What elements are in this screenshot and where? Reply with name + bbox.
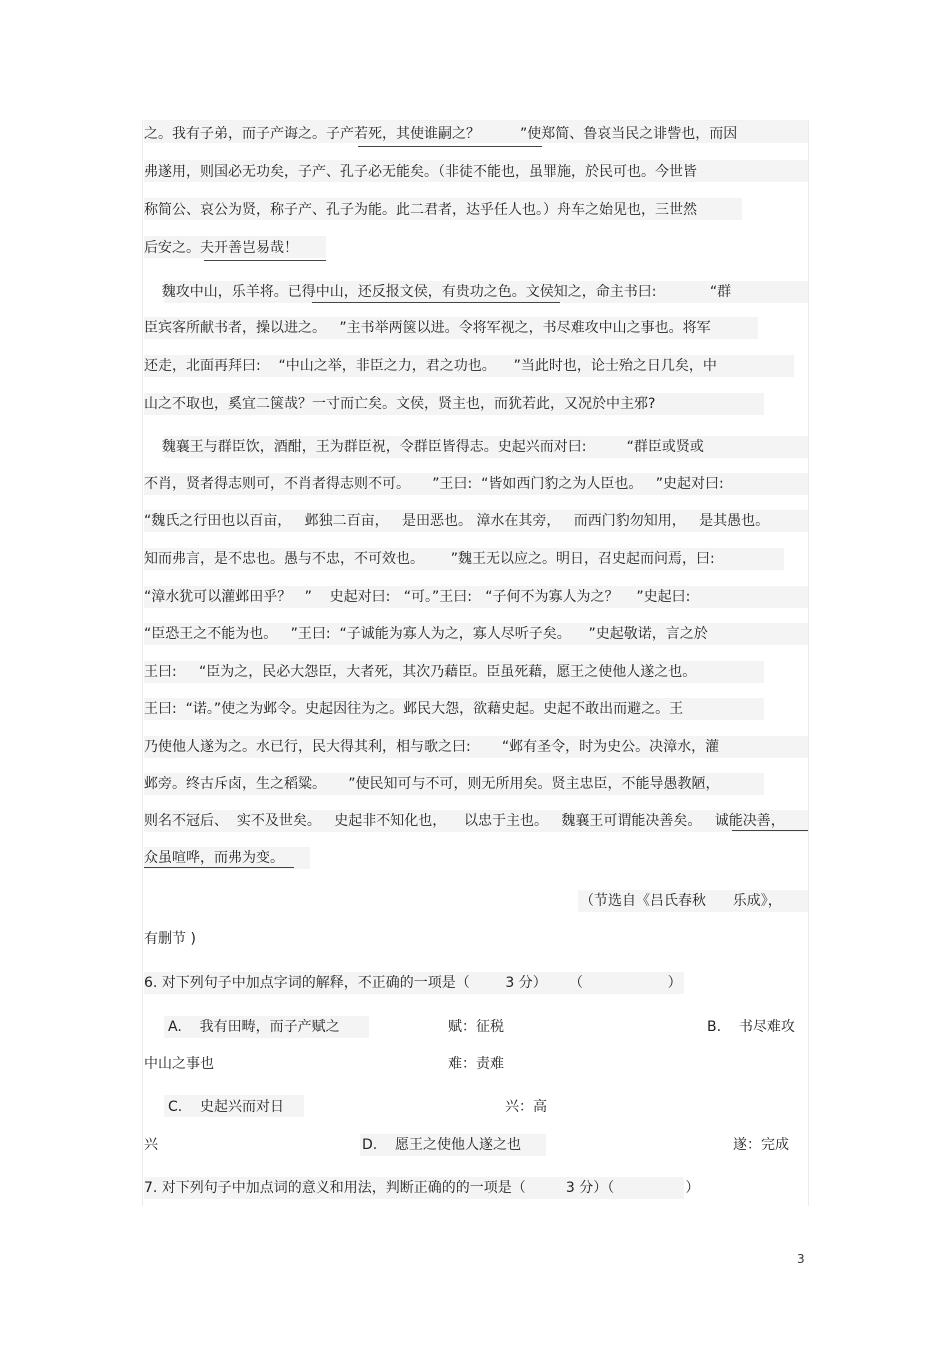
passage-line: “漳水犹可以灌邺田乎？ ” 史起对曰: “可。”王曰: “子何不为寡人为之？ ”史起曰:: [144, 589, 691, 605]
passage-line: 魏攻中山，乐羊将。已得中山，还反报文侯，有贵功之色。文侯知之，命主书曰: “群: [144, 284, 732, 300]
passage-line: 王曰: “臣为之，民必大怨臣，大者死，其次乃藉臣。臣虽死藉，愿王之使他人遂之也。: [144, 664, 697, 680]
option-b-cont: 中山之事也: [144, 1056, 214, 1072]
option-c: C. 史起兴而对日: [168, 1099, 285, 1115]
question-6-stem: 6. 对下列句子中加点字词的解释，不正确的一项是（ 3 分） （ ）: [144, 975, 682, 991]
page-number: 3: [797, 1252, 805, 1266]
option-d: D. 愿王之使他人遂之也: [362, 1137, 522, 1153]
passage-line: 王曰: “诺。”使之为邺令。史起因往为之。邺民大怨，欲藉史起。史起不敢出而避之。王: [144, 701, 684, 717]
passage-line: 魏襄王与群臣饮，酒酣，王为群臣祝，令群臣皆得志。史起兴而对曰: “群臣或贤或: [144, 439, 704, 455]
option-b: B. 书尽难攻: [707, 1019, 795, 1035]
sentence-underline: [358, 146, 542, 147]
passage-line: 山之不取也，奚宜二箧哉？一寸而亡矣。文侯，贤主也，而犹若此，又况於中主邪?: [144, 396, 656, 412]
sentence-underline: [204, 260, 326, 261]
passage-line: “臣恐王之不能为也。 ”王曰: “子诚能为寡人为之，寡人尽听子矣。 ”史起敬诺，言之於: [144, 626, 708, 642]
passage-line: 后安之。夫开善岂易哉！: [144, 240, 298, 256]
option-a: A. 我有田畴，而子产赋之: [168, 1019, 340, 1035]
passage-line: 众虽喧哗，而弗为变。: [144, 850, 284, 866]
sentence-underline: [732, 830, 808, 831]
passage-line: 之。我有子弟，而子产诲之。子产若死，其使谁嗣之？ ”使郑简、鲁哀当民之诽訾也，而因: [144, 126, 738, 142]
option-c-gloss: 兴：高: [505, 1099, 547, 1115]
sentence-underline: [144, 867, 294, 868]
passage-line: 知而弗言，是不忠也。愚与不忠，不可效也。 ”魏王无以应之。明日，召史起而问焉，曰:: [144, 551, 715, 567]
passage-line: 臣宾客所献书者，操以进之。 ”主书举两箧以进。令将军视之，书尽难攻中山之事也。将军: [144, 320, 711, 336]
source-citation: （节选自《吕氏春秋 乐成》，: [580, 893, 782, 909]
passage-line: 弗遂用，则国必无功矣，子产、孔子必无能矣。（非徒不能也，虽罪施，於民可也。今世皆: [144, 164, 697, 180]
passage-line: 邺旁。终古斥卤，生之稻粱。 ”使民知可与不可，则无所用矣。贤主忠臣，不能导愚教陋，: [144, 776, 720, 792]
passage-line: 称简公、哀公为贤，称子产、孔子为能。此二君者，达乎任人也。）舟车之始见也，三世然: [144, 202, 697, 218]
option-c-gloss-cont: 兴: [144, 1137, 158, 1153]
source-citation-cont: 有删节 ): [144, 931, 196, 947]
passage-line: 还走，北面再拜曰: “中山之举，非臣之力，君之功也。 ”当此时也，论士殆之日几矣，中: [144, 358, 717, 374]
passage-line: 则名不冠后、 实不及世矣。 史起非不知化也， 以忠于主也。 魏襄王可谓能决善矣。 诚能决善，: [144, 813, 785, 829]
passage-line: “魏氏之行田也以百亩， 邺独二百亩， 是田恶也。 漳水在其旁， 而西门豹勿知用， 是其愚也。: [144, 513, 770, 529]
passage-line: 乃使他人遂为之。水已行，民大得其利，相与歌之曰: “邺有圣令，时为史公。决漳水，灌: [144, 739, 720, 755]
sentence-underline: [312, 302, 560, 303]
option-b-gloss: 难：责难: [448, 1056, 504, 1072]
passage-line: 不肖，贤者得志则可，不肖者得志则不可。 ”王曰: “皆如西门豹之为人臣也。 ”史起对曰:: [144, 476, 724, 492]
question-7-stem: 7. 对下列句子中加点词的意义和用法，判断正确的的一项是（ 3 分）（ ）: [144, 1180, 700, 1196]
option-d-gloss: 遂：完成: [733, 1137, 789, 1153]
option-a-gloss: 赋：征税: [448, 1019, 504, 1035]
